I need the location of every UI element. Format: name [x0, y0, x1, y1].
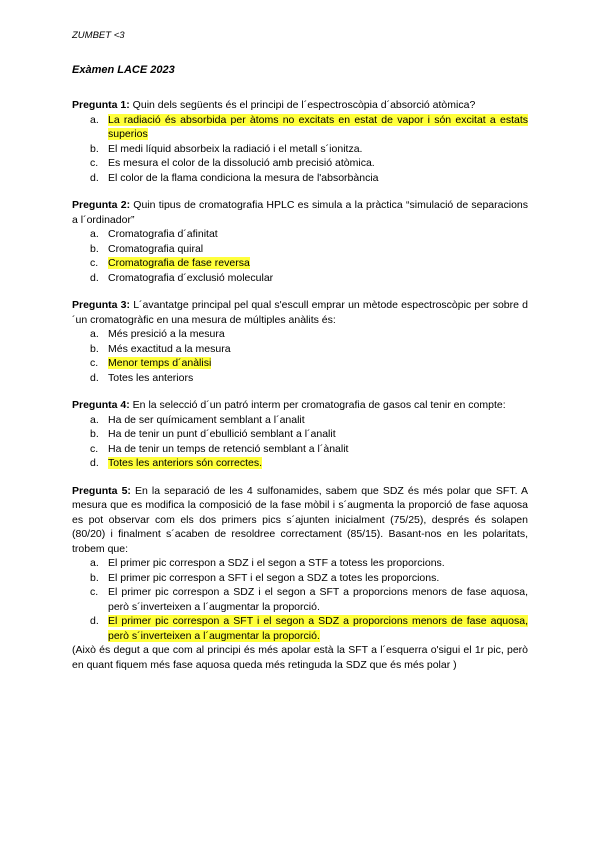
- question-4: [72, 398, 528, 471]
- option-text: [108, 556, 528, 571]
- question-list: [72, 98, 528, 643]
- answer-option: [72, 556, 528, 571]
- document-page: [72, 30, 528, 672]
- answer-option: [72, 371, 528, 386]
- answer-option: [72, 242, 528, 257]
- option-label: El primer pic correspon a SFT i el segon a SDZ a totes les proporcions.: [108, 571, 440, 584]
- answer-option: [72, 227, 528, 242]
- answer-option: [72, 142, 528, 157]
- question-text: [72, 398, 528, 413]
- option-text: [108, 571, 528, 586]
- question-body: L´avantatge principal pel qual s'escull emprar un mètode espectroscòpic per sobre d´un cromatogràfic en una mesura de múltiples anàlits és:: [72, 299, 528, 326]
- question-label: Pregunta 3:: [72, 299, 131, 311]
- option-letter: c.: [90, 257, 99, 269]
- option-letter: d.: [90, 171, 99, 184]
- option-text: [108, 442, 528, 457]
- option-label: El primer pic correspon a SFT i el segon a SDZ a proporcions menors de fase aquosa, però s´inverteixen a l´augmentar la proporció.: [108, 615, 528, 642]
- option-text: [108, 271, 528, 286]
- answer-option: [72, 113, 528, 142]
- option-label: El primer pic correspon a SDZ i el segon a SFT a proporcions menors de fase aquosa, però s´inverteixen a l´augmentar la proporció.: [108, 586, 528, 613]
- answer-option: [72, 327, 528, 342]
- option-label: Cromatografia d´exclusió molecular: [108, 271, 274, 284]
- option-text: [108, 413, 528, 428]
- option-letter: b.: [90, 142, 99, 155]
- option-letter: a.: [90, 413, 99, 426]
- option-text: [108, 371, 528, 386]
- option-text: [108, 342, 528, 357]
- option-letter: b.: [90, 242, 99, 255]
- answer-option: [72, 156, 528, 171]
- option-letter: c.: [90, 157, 99, 169]
- question-body: En la selecció d´un patró interm per cromatografia de gasos cal tenir en compte:: [129, 399, 506, 411]
- question-2: [72, 198, 528, 285]
- correct-answer-text: [108, 614, 528, 643]
- option-label: Més presició a la mesura: [108, 328, 225, 340]
- option-text: [108, 327, 528, 342]
- question-label: Pregunta 2:: [72, 199, 131, 211]
- answer-option: [72, 614, 528, 643]
- option-label: Ha de tenir un punt d´ebullició semblant a l´analit: [108, 428, 336, 440]
- option-letter: c.: [90, 357, 99, 369]
- answer-option: [72, 456, 528, 471]
- question-text: [72, 298, 528, 327]
- answer-option: [72, 271, 528, 286]
- option-letter: d.: [90, 371, 99, 384]
- option-label: El primer pic correspon a SDZ i el segon a STF a totess les proporcions.: [108, 557, 445, 569]
- answer-options: [72, 113, 528, 186]
- question-3: [72, 298, 528, 385]
- option-label: Ha de tenir un temps de retenció semblant a l´ànalit: [108, 442, 349, 455]
- option-letter: a.: [90, 228, 99, 240]
- option-text: [108, 171, 528, 186]
- option-letter: a.: [90, 557, 99, 569]
- answer-option: [72, 171, 528, 186]
- option-text: [108, 242, 528, 257]
- option-label: El medi líquid absorbeix la radiació i el metall s´ionitza.: [108, 142, 363, 155]
- option-label: El color de la flama condiciona la mesura de l'absorbància: [108, 171, 379, 184]
- option-label: Més exactitud a la mesura: [108, 342, 231, 355]
- answer-option: [72, 256, 528, 271]
- explanation-note: (Això és degut a que com al principi és més apolar està la SFT a l´esquerra o'sigui el 1r pic, però en quant fiquem més fase aquosa queda més retinguda la SDZ que és més polar ): [72, 644, 528, 671]
- correct-answer-text: [108, 356, 528, 371]
- option-text: [108, 427, 528, 442]
- option-label: Menor temps d´anàlisi: [108, 357, 212, 369]
- option-letter: d.: [90, 457, 99, 469]
- option-letter: a.: [90, 328, 99, 340]
- question-body: En la separació de les 4 sulfonamides, sabem que SDZ és més polar que SFT. A mesura que es modifica la composició de la fase mòbil i s´augmenta la proporció de fase aquosa es pot observar com els dos primers pics s´ajunten inicialment (75/25), després és solapen (80/20) i finalment s´acaben de resoldree correctament (85/15). Basant-nos en les polaritats, trobem que:: [72, 484, 528, 555]
- question-label: Pregunta 5:: [72, 484, 131, 497]
- correct-answer-text: [108, 113, 528, 142]
- answer-options: [72, 413, 528, 471]
- question-text: [72, 484, 528, 557]
- question-1: [72, 98, 528, 185]
- question-body: Quin dels següents és el principi de l´espectroscòpia d´absorció atòmica?: [129, 99, 476, 111]
- option-label: Totes les anteriors són correctes.: [108, 457, 263, 469]
- option-letter: b.: [90, 342, 99, 355]
- question-label: Pregunta 4:: [72, 399, 130, 411]
- option-letter: c.: [90, 442, 99, 455]
- option-letter: d.: [90, 271, 99, 284]
- answer-option: [72, 413, 528, 428]
- correct-answer-text: [108, 256, 528, 271]
- correct-answer-text: [108, 456, 528, 471]
- answer-option: [72, 442, 528, 457]
- question-5: [72, 484, 528, 644]
- option-text: [108, 227, 528, 242]
- answer-options: [72, 327, 528, 385]
- question-body: Quin tipus de cromatografia HPLC es simula a la pràctica “simulació de separacions a l´ordinador”: [72, 199, 528, 226]
- option-letter: c.: [90, 586, 99, 598]
- option-text: [108, 142, 528, 157]
- option-label: Es mesura el color de la dissolució amb precisió atòmica.: [108, 157, 375, 169]
- answer-option: [72, 427, 528, 442]
- question-text: [72, 198, 528, 227]
- question-label: Pregunta 1:: [72, 99, 130, 111]
- option-label: La radiació és absorbida per àtoms no excitats en estat de vapor i són excitat a estats superios: [108, 113, 528, 140]
- answer-option: [72, 356, 528, 371]
- document-title: Exàmen LACE 2023: [72, 64, 175, 76]
- option-text: [108, 156, 528, 171]
- page-header: ZUMBET <3: [72, 30, 125, 41]
- question-text: [72, 98, 528, 113]
- option-letter: d.: [90, 615, 99, 627]
- answer-options: [72, 556, 528, 643]
- option-letter: b.: [90, 571, 99, 584]
- option-text: [108, 585, 528, 614]
- option-label: Totes les anteriors: [108, 371, 194, 384]
- option-label: Cromatografia quiral: [108, 242, 204, 255]
- answer-option: [72, 342, 528, 357]
- option-label: Cromatografia d´afinitat: [108, 228, 218, 240]
- option-letter: a.: [90, 113, 99, 126]
- option-letter: b.: [90, 428, 99, 440]
- answer-option: [72, 571, 528, 586]
- option-label: Cromatografia de fase reversa: [108, 257, 250, 269]
- answer-options: [72, 227, 528, 285]
- option-label: Ha de ser químicament semblant a l´analit: [108, 413, 305, 426]
- answer-option: [72, 585, 528, 614]
